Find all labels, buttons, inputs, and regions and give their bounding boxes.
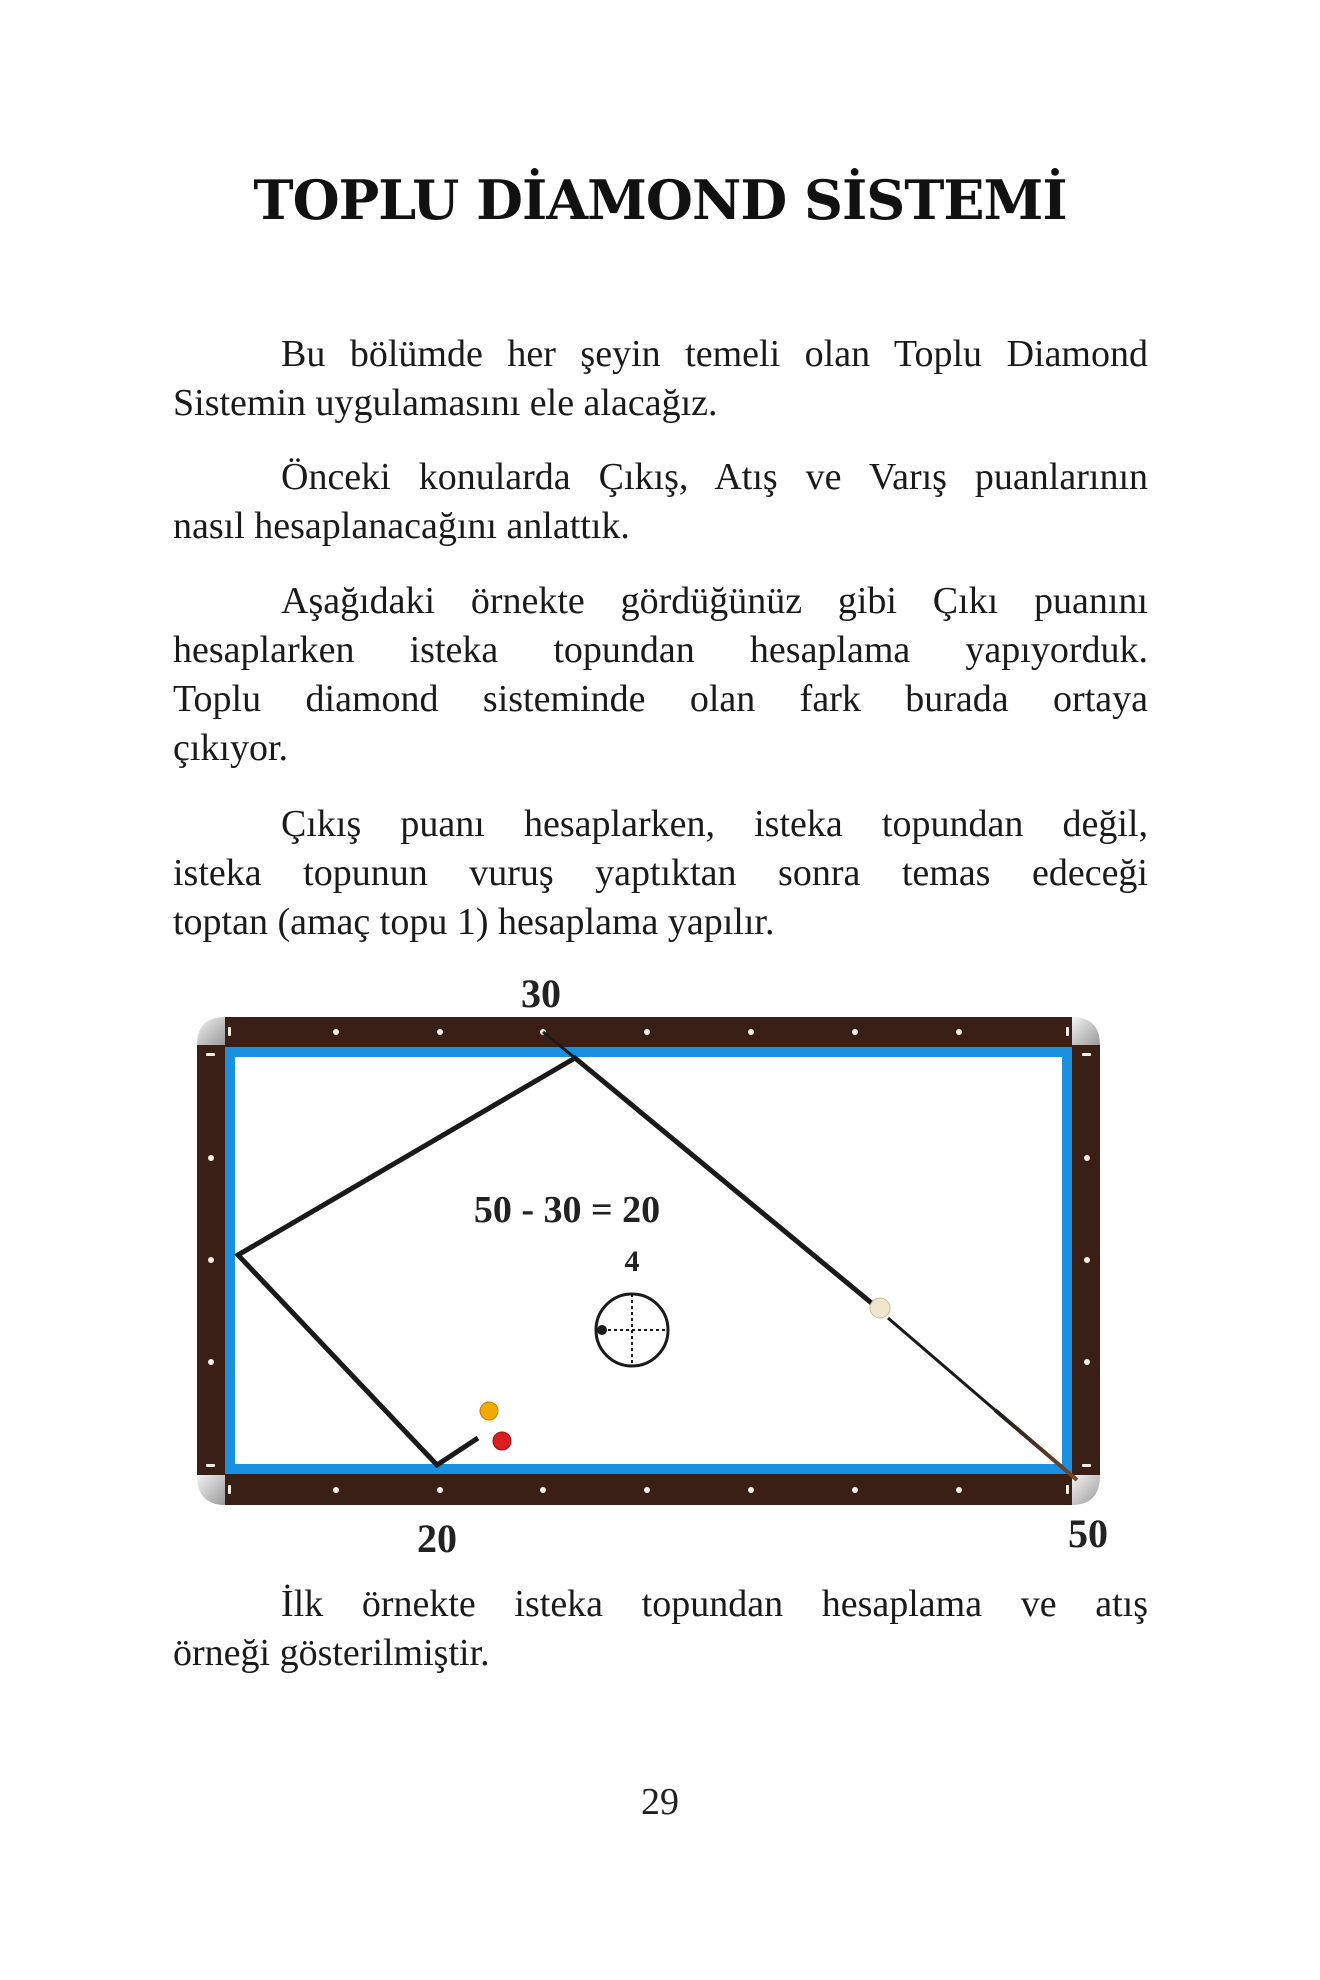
- table-svg: [0, 960, 1320, 1580]
- paragraph-line: nasıl hesaplanacağını anlattık.: [173, 505, 630, 547]
- paragraph-line: isteka topunun vuruş yaptıktan sonra temas edeceği: [173, 852, 1148, 894]
- paragraph-1: [173, 330, 1148, 428]
- red-ball: [493, 1432, 511, 1450]
- paragraph-2: [173, 453, 1148, 551]
- paragraph-4: [173, 800, 1148, 947]
- cue-ball: [870, 1298, 890, 1318]
- yellow-ball: [480, 1402, 498, 1420]
- equation-label: 50 - 30 = 20: [473, 1189, 661, 1231]
- diamond-label-bottom-left: 20: [417, 1516, 457, 1561]
- paragraph-line: Önceki konularda Çıkış, Atış ve Varış puanlarının: [281, 456, 1148, 498]
- closing-paragraph: [173, 1580, 1148, 1678]
- paragraph-line: Bu bölümde her şeyin temeli olan Toplu Diamond: [281, 333, 1148, 375]
- paragraph-line: hesaplarken isteka topundan hesaplama yapıyorduk.: [173, 629, 1148, 671]
- diamond-label-top: 30: [521, 971, 561, 1016]
- paragraph-line: örneği gösterilmiştir.: [173, 1632, 490, 1674]
- paragraph-line: Çıkış puanı hesaplarken, isteka topundan değil,: [281, 803, 1148, 845]
- spin-label: 4: [624, 1245, 640, 1278]
- billiard-diagram: [0, 960, 1320, 1580]
- page-title: TOPLU DİAMOND SİSTEMİ: [253, 168, 1067, 232]
- paragraph-line: Aşağıdaki örnekte gördüğünüz gibi Çıkı puanını: [281, 580, 1148, 622]
- paragraph-line: Sistemin uygulamasını ele alacağız.: [173, 382, 718, 424]
- page-number: 29: [641, 1781, 679, 1823]
- paragraph-line: çıkıyor.: [173, 727, 289, 769]
- diamond-label-bottom-right: 50: [1068, 1511, 1108, 1556]
- paragraph-3: [173, 577, 1148, 773]
- paragraph-line: İlk örnekte isteka topundan hesaplama ve atış: [281, 1583, 1148, 1625]
- paragraph-line: toptan (amaç topu 1) hesaplama yapılır.: [173, 901, 775, 943]
- paragraph-line: Toplu diamond sisteminde olan fark burada ortaya: [173, 678, 1148, 720]
